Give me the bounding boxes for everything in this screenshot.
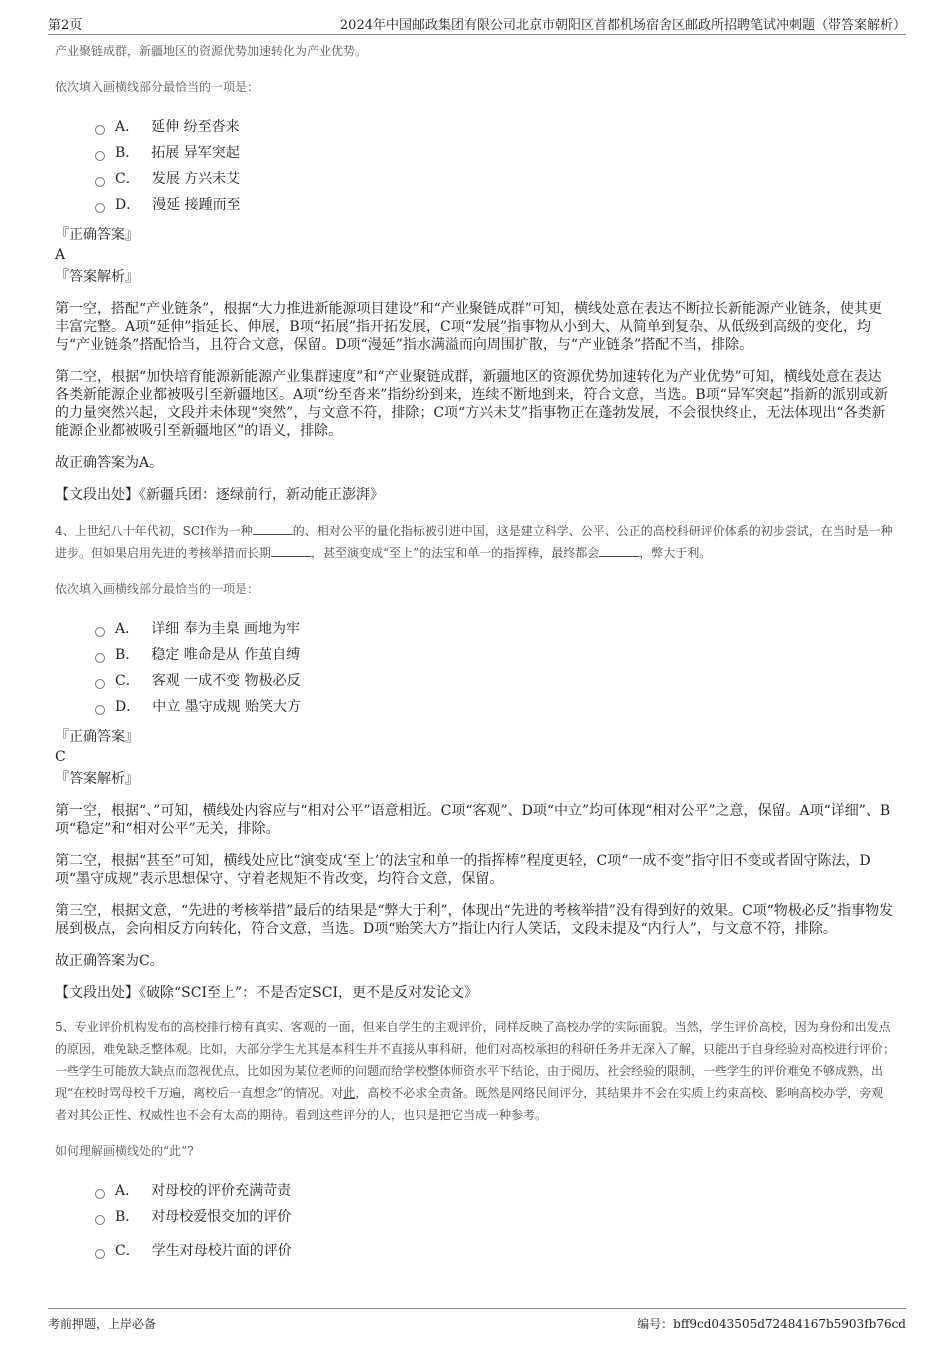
radio-icon[interactable]	[95, 705, 105, 715]
q3-source: 【文段出处】《新疆兵团：逐绿前行，新动能正澎湃》	[55, 487, 384, 503]
q4-answer: C	[55, 749, 66, 765]
underlined-word: 此	[343, 1086, 356, 1100]
page-footer	[48, 1308, 906, 1333]
radio-icon[interactable]	[95, 653, 105, 663]
radio-icon[interactable]	[95, 177, 105, 187]
q4-analysis-4: 故正确答案为C。	[55, 953, 164, 969]
radio-icon[interactable]	[95, 679, 105, 689]
q4-analysis-1: 第一空，根据“、”可知，横线处内容应与“相对公平”语意相近。C项“客观”、D项“中立”均可体现“相对公平”之意，保留。A项“详细”、B项“稳定”和“相对公平”无关，排除。	[55, 803, 891, 837]
document-id: 编号：bff9cd043505d72484167b5903fb76cd	[637, 1317, 906, 1331]
q4-stem: 4、上世纪八十年代初，SCI作为一种 的、相对公平的量化指标被引进中国，这是建立科学、公平、公正的高校科研评价体系的初步尝试，在当时是一种进步。但如果启用先进的考核举措而长期 ，甚至演变成“至上”的法宝和单一的指挥棒，最终都会 ，弊大于利。	[55, 524, 893, 560]
q3-options	[95, 114, 895, 218]
q5-stem: 5、专业评价机构发布的高校排行榜有真实、客观的一面，但来自学生的主观评价，同样反映了高校办学的实际面貌。当然，学生评价高校，因为身份和出发点的原因，难免缺乏整体观。比如，大部分学生尤其是本科生并不直接从事科研，他们对高校承担的科研任务并无深入了解，只能出于自身经验对高校进行评价；一些学生可能放大缺点而忽视优点，比如因为某位老师的问题而给学校整体师资水平下结论，由于阅历、社会经验的限制，一些学生的评价难免不够成熟，出现“在校时骂母校千万遍，离校后一直想念”的情况。对此，高校不必求全责备。既然是网络民间评分，其结果并不会在实质上约束高校、影响高校办学，旁观者对其公正性、权威性也不会有太高的期待。看到这些评分的人，也只是把它当成一种参考。	[55, 1020, 896, 1122]
radio-icon[interactable]	[95, 1189, 105, 1199]
q3-answer-label: 『正确答案』	[55, 227, 139, 243]
q3-analysis-label: 『答案解析』	[55, 269, 139, 285]
blank-line	[271, 544, 311, 557]
q3-option-a[interactable]: A． 延伸 纷至沓来	[95, 114, 895, 140]
q3-option-d[interactable]: D． 漫延 接踵而至	[95, 192, 895, 218]
q4-option-c[interactable]: C． 客观 一成不变 物极必反	[95, 668, 895, 694]
q5-options	[95, 1178, 895, 1264]
q4-options	[95, 616, 895, 720]
q3-option-c[interactable]: C． 发展 方兴未艾	[95, 166, 895, 192]
page-number: 第2页	[48, 18, 83, 33]
footer-slogan: 考前押题，上岸必备	[48, 1317, 157, 1331]
q4-analysis-label: 『答案解析』	[55, 771, 139, 787]
q4-source: 【文段出处】《破除“SCI至上”：不是否定SCI，更不是反对发论文》	[55, 985, 478, 1001]
q3-stem-tail: 产业聚链成群，新疆地区的资源优势加速转化为产业优势。	[55, 44, 368, 58]
q5-option-b[interactable]: B． 对母校爱恨交加的评价	[95, 1204, 895, 1230]
q4-prompt: 依次填入画横线部分最恰当的一项是：	[55, 582, 260, 596]
q3-analysis-1: 第一空，搭配“产业链条”，根据“大力推进新能源项目建设”和“产业聚链成群”可知，横线处意在表达不断拉长新能源产业链条，使其更丰富完整。A项“延伸”指延长、伸展，B项“拓展”指开拓发展，C项“发展”指事物从小到大、从简单到复杂、从低级到高级的变化，均与“产业链条”搭配恰当，且符合文意，保留。D项“漫延”指水满溢而向周围扩散，与“产业链条”搭配不当，排除。	[55, 301, 882, 353]
q3-option-b[interactable]: B． 拓展 异军突起	[95, 140, 895, 166]
radio-icon[interactable]	[95, 203, 105, 213]
radio-icon[interactable]	[95, 151, 105, 161]
q5-prompt: 如何理解画横线处的“此”?	[55, 1144, 194, 1158]
radio-icon[interactable]	[95, 125, 105, 135]
q4-option-b[interactable]: B． 稳定 唯命是从 作茧自缚	[95, 642, 895, 668]
q4-option-a[interactable]: A． 详细 奉为圭臬 画地为牢	[95, 616, 895, 642]
page-header	[48, 10, 906, 35]
q4-answer-label: 『正确答案』	[55, 729, 139, 745]
q4-analysis-3: 第三空，根据文意，“先进的考核举措”最后的结果是“弊大于利”，体现出“先进的考核举措”没有得到好的效果。C项“物极必反”指事物发展到极点，会向相反方向转化，符合文意，当选。D项“贻笑大方”指让内行人笑话，文段未提及“内行人”，与文意不符，排除。	[55, 903, 893, 937]
radio-icon[interactable]	[95, 1215, 105, 1225]
document-title: 2024年中国邮政集团有限公司北京市朝阳区首都机场宿舍区邮政所招聘笔试冲刺题（带答案解析）	[339, 18, 906, 33]
q3-analysis-3: 故正确答案为A。	[55, 455, 164, 471]
radio-icon[interactable]	[95, 1249, 105, 1259]
q3-answer: A	[55, 247, 66, 263]
q3-analysis-2: 第二空，根据“加快培育能源新能源产业集群速度”和“产业聚链成群，新疆地区的资源优势加速转化为产业优势”可知，横线处意在表达各类新能源企业都被吸引至新疆地区。A项“纷至沓来”指纷纷到来，连续不断地到来，符合文意，当选。B项“异军突起”指新的派别或新的力量突然兴起，文段并未体现“突然”，与文意不符，排除；C项“方兴未艾”指事物正在蓬勃发展，不会很快终止，无法体现出“各类新能源企业都被吸引至新疆地区”的语义，排除。	[55, 369, 889, 439]
q3-prompt: 依次填入画横线部分最恰当的一项是：	[55, 80, 260, 94]
blank-line	[599, 544, 639, 557]
document-body	[55, 40, 895, 1268]
q4-option-d[interactable]: D． 中立 墨守成规 贻笑大方	[95, 694, 895, 720]
q4-analysis-2: 第二空，根据“甚至”可知，横线处应比“演变成‘至上’的法宝和单一的指挥棒”程度更轻，C项“一成不变”指守旧不变或者固守陈法，D项“墨守成规”表示思想保守、守着老规矩不肯改变，均符合文意，保留。	[55, 853, 871, 887]
q5-option-a[interactable]: A． 对母校的评价充满苛责	[95, 1178, 895, 1204]
blank-line	[253, 522, 293, 535]
radio-icon[interactable]	[95, 627, 105, 637]
q5-option-c[interactable]: C． 学生对母校片面的评价	[95, 1238, 895, 1264]
